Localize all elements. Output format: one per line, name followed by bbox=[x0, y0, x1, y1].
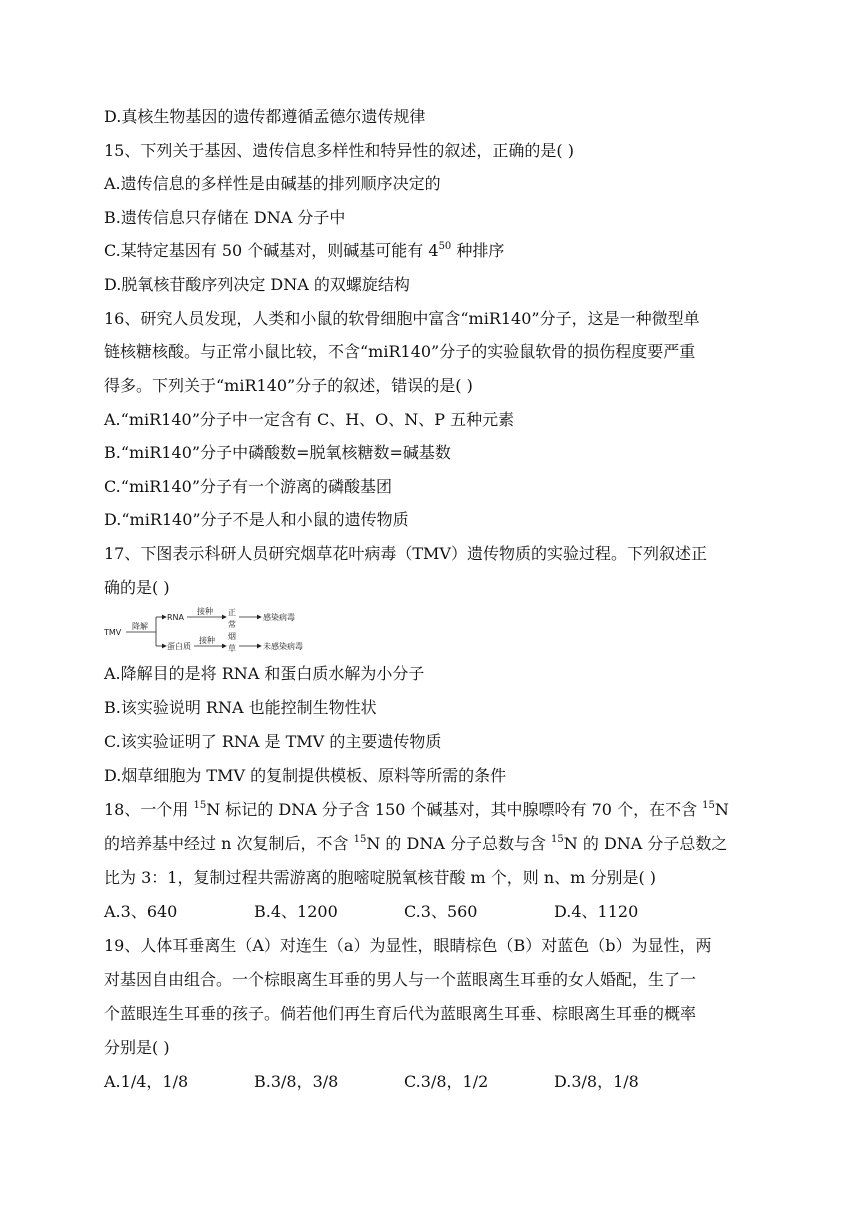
q19-option-d: D.3/8，1/8 bbox=[554, 1072, 639, 1091]
q16-stem-line-3: 得多。下列关于“miR140”分子的叙述，错误的是( ) bbox=[104, 376, 473, 395]
q18-l2-part-c: N 的 DNA 分子总数之 bbox=[563, 834, 728, 853]
q15-option-c bbox=[104, 241, 504, 261]
q19-option-c: C.3/8，1/2 bbox=[404, 1072, 489, 1091]
q17-option-d: D.烟草细胞为 TMV 的复制提供模板、原料等所需的条件 bbox=[104, 766, 507, 785]
q18-option-d: D.4、1120 bbox=[554, 902, 639, 921]
q15-option-c-exponent: 50 bbox=[438, 241, 452, 252]
q17-option-b: B.该实验说明 RNA 也能控制生物性状 bbox=[104, 698, 377, 717]
q16-option-c: C.“miR140”分子有一个游离的磷酸基团 bbox=[104, 477, 392, 496]
q19-stem-line-1: 19、人体耳垂离生（A）对连生（a）为显性，眼睛棕色（B）对蓝色（b）为显性，两 bbox=[104, 936, 712, 955]
diagram-tobacco-char-2: 常 bbox=[228, 620, 236, 629]
q17-stem-line-2: 确的是( ) bbox=[104, 578, 170, 597]
q18-stem-line-3: 比为 3：1，复制过程共需游离的胞嘧啶脱氧核苷酸 m 个，则 n、m 分别是( ) bbox=[104, 868, 657, 887]
diagram-tmv-label: TMV bbox=[104, 628, 122, 637]
q18-l1-part-c: N bbox=[714, 800, 729, 819]
q19-stem-line-4: 分别是( ) bbox=[104, 1038, 170, 1057]
tmv-experiment-diagram bbox=[104, 603, 324, 653]
q18-stem-line-1 bbox=[104, 800, 729, 820]
diagram-protein-label: 蛋白质 bbox=[167, 642, 191, 651]
diagram-not-infected-label: 未感染病毒 bbox=[263, 642, 303, 651]
q19-option-a: A.1/4，1/8 bbox=[104, 1072, 189, 1091]
q18-stem-line-2 bbox=[104, 834, 727, 854]
q15-option-a: A.遗传信息的多样性是由碱基的排列顺序决定的 bbox=[104, 174, 441, 193]
q18-l2-superscript-2: 15 bbox=[551, 834, 564, 845]
q14-option-d: D.真核生物基因的遗传都遵循孟德尔遗传规律 bbox=[104, 107, 426, 126]
q16-option-d: D.“miR140”分子不是人和小鼠的遗传物质 bbox=[104, 510, 409, 529]
diagram-tobacco-char-4: 草 bbox=[228, 644, 236, 653]
q15-option-c-text-end: 种排序 bbox=[451, 241, 505, 260]
q18-option-c: C.3、560 bbox=[404, 902, 478, 921]
q18-option-a: A.3、640 bbox=[104, 902, 178, 921]
q16-stem-line-1: 16、研究人员发现，人类和小鼠的软骨细胞中富含“miR140”分子，这是一种微型单 bbox=[104, 309, 700, 328]
q18-l2-part-b: N 的 DNA 分子总数与含 bbox=[366, 834, 552, 853]
q17-option-c: C.该实验证明了 RNA 是 TMV 的主要遗传物质 bbox=[104, 732, 442, 751]
q19-option-b: B.3/8，3/8 bbox=[254, 1072, 339, 1091]
q18-l2-part-a: 的培养基中经过 n 次复制后，不含 bbox=[104, 834, 354, 853]
q18-l1-superscript-1: 15 bbox=[193, 800, 207, 811]
q18-l1-part-b: N 标记的 DNA 分子含 150 个碱基对，其中腺嘌呤有 70 个，在不含 bbox=[206, 800, 703, 819]
q17-stem-line-1: 17、下图表示科研人员研究烟草花叶病毒（TMV）遗传物质的实验过程。下列叙述正 bbox=[104, 544, 707, 563]
q17-option-a: A.降解目的是将 RNA 和蛋白质水解为小分子 bbox=[104, 664, 425, 683]
q18-option-b: B.4、1200 bbox=[254, 902, 338, 921]
q15-option-b: B.遗传信息只存储在 DNA 分子中 bbox=[104, 208, 346, 227]
q16-stem-line-2: 链核糖核酸。与正常小鼠比较，不含“miR140”分子的实验鼠软骨的损伤程度要严重 bbox=[104, 342, 696, 361]
q18-l2-superscript-1: 15 bbox=[353, 834, 367, 845]
q15-option-d: D.脱氧核苷酸序列决定 DNA 的双螺旋结构 bbox=[104, 275, 410, 294]
q19-stem-line-3: 个蓝眼连生耳垂的孩子。倘若他们再生育后代为蓝眼离生耳垂、棕眼离生耳垂的概率 bbox=[104, 1004, 697, 1023]
q15-option-c-text: C.某特定基因有 50 个碱基对，则碱基可能有 4 bbox=[104, 241, 439, 260]
diagram-tobacco-char-1: 正 bbox=[228, 608, 236, 617]
diagram-infected-label: 感染病毒 bbox=[263, 613, 295, 622]
diagram-rna-label: RNA bbox=[167, 613, 185, 622]
diagram-inoculate-top-label: 接种 bbox=[197, 607, 213, 616]
diagram-inoculate-bottom-label: 接种 bbox=[199, 636, 215, 645]
q18-l1-superscript-2: 15 bbox=[702, 800, 715, 811]
q16-option-a: A.“miR140”分子中一定含有 C、H、O、N、P 五种元素 bbox=[104, 410, 515, 429]
q18-l1-part-a: 18、一个用 bbox=[104, 800, 194, 819]
diagram-degrade-label: 降解 bbox=[132, 622, 148, 631]
q19-stem-line-2: 对基因自由组合。一个棕眼离生耳垂的男人与一个蓝眼离生耳垂的女人婚配，生了一 bbox=[104, 970, 697, 989]
q16-option-b: B.“miR140”分子中磷酸数=脱氧核糖数=碱基数 bbox=[104, 443, 451, 462]
diagram-tobacco-char-3: 烟 bbox=[228, 632, 236, 641]
q15-stem: 15、下列关于基因、遗传信息多样性和特异性的叙述，正确的是( ) bbox=[104, 141, 574, 160]
